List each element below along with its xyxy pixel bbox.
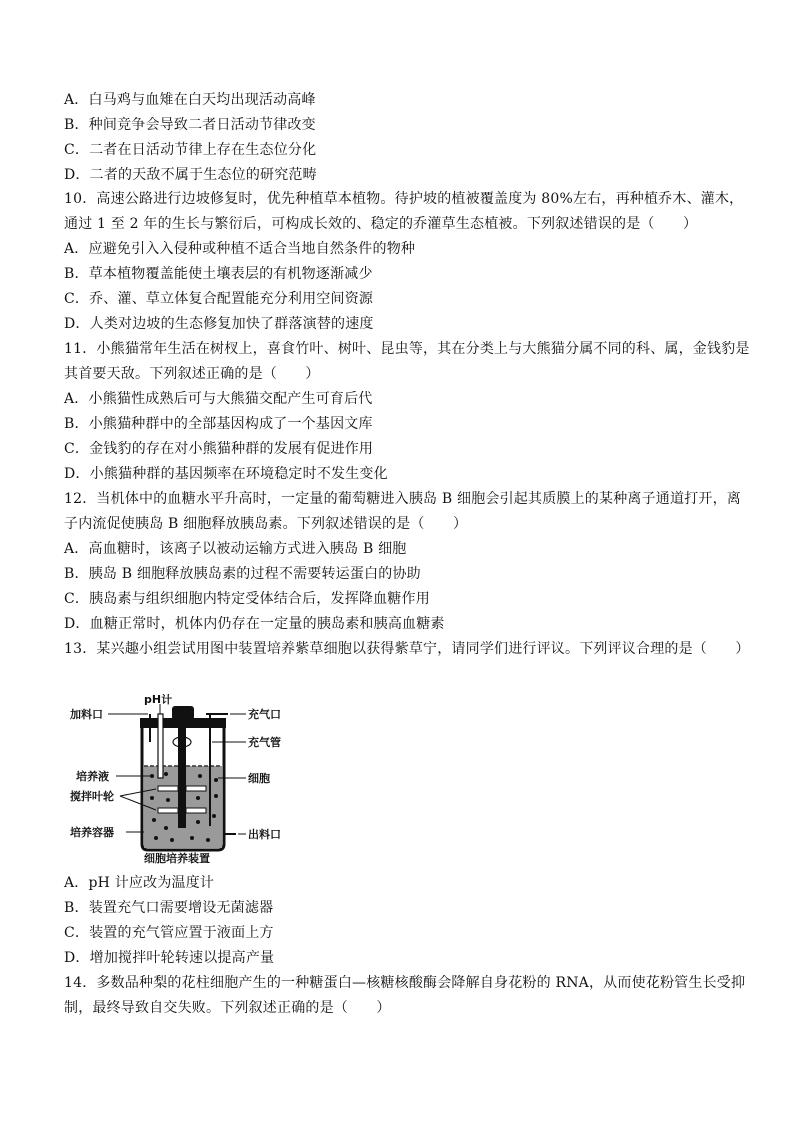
- q13-option-a: A．pH 计应改为温度计: [64, 875, 215, 891]
- q12-option-b: B．胰岛 B 细胞释放胰岛素的过程不需要转运蛋白的协助: [64, 566, 421, 582]
- q10-stem-line-1: 10．高速公路进行边坡修复时，优先种植草本植物。待护坡的植被覆盖度为 80%左右，再种植乔木、灌木，: [64, 191, 744, 207]
- q13-option-b: B．装置充气口需要增设无菌滤器: [64, 900, 274, 916]
- figure-caption: 细胞培养装置: [144, 852, 210, 864]
- q13-stem-line-1: 13．某兴趣小组尝试用图中装置培养紫草细胞以获得紫草宁，请同学们进行评议。下列评议合理的是（ ）: [64, 641, 750, 657]
- label-ph-meter: pH计: [144, 694, 173, 706]
- q10-option-a: A．应避免引入入侵种或种植不适合当地自然条件的物种: [64, 241, 416, 257]
- q12-stem-line-1: 12．当机体中的血糖水平升高时，一定量的葡萄糖进入胰岛 B 细胞会引起其质膜上的某种离子通道打开，离: [64, 491, 741, 507]
- q14-stem-line-1: 14．多数品种梨的花柱细胞产生的一种糖蛋白—核糖核酸酶会降解自身花粉的 RNA，从而使花粉管生长受抑: [64, 975, 746, 991]
- q12-option-d: D．血糖正常时，机体内仍存在一定量的胰岛素和胰高血糖素: [64, 616, 445, 632]
- stirrer-motor: [172, 706, 194, 720]
- q12-option-a: A．高血糖时，该离子以被动运输方式进入胰岛 B 细胞: [64, 541, 407, 557]
- q11-stem-line-1: 11．小熊猫常年生活在树杈上，喜食竹叶、树叶、昆虫等，其在分类上与大熊猫分属不同的科、属，金钱豹是: [64, 341, 750, 357]
- q11-option-c: C．金钱豹的存在对小熊猫种群的发展有促进作用: [64, 441, 374, 457]
- label-container: 培养容器: [70, 826, 114, 839]
- q11-option-a: A．小熊猫性成熟后可与大熊猫交配产生可育后代: [64, 391, 373, 407]
- ph-meter-probe: [158, 714, 163, 778]
- q14-stem-line-2: 制，最终导致自交失败。下列叙述正确的是（ ）: [64, 1000, 391, 1016]
- q11-option-b: B．小熊猫种群中的全部基因构成了一个基因文库: [64, 416, 373, 432]
- cell-culture-apparatus-figure: [68, 694, 298, 864]
- label-feed-port: 加料口: [70, 708, 103, 721]
- label-gas-inlet: 充气口: [248, 708, 281, 721]
- apparatus-diagram: [68, 694, 298, 864]
- q10-option-b: B．草本植物覆盖能使土壤表层的有机物逐渐减少: [64, 266, 373, 282]
- impeller-blade-left-1: [158, 786, 178, 791]
- q9-option-d: D．二者的天敌不属于生态位的研究范畴: [64, 167, 317, 183]
- impeller-blade-right-2: [186, 808, 206, 813]
- q10-option-c: C．乔、灌、草立体复合配置能充分利用空间资源: [64, 291, 374, 307]
- q10-option-d: D．人类对边坡的生态修复加快了群落演替的速度: [64, 316, 374, 332]
- label-impeller: 搅拌叶轮: [70, 790, 114, 803]
- q12-option-c: C．胰岛素与组织细胞内特定受体结合后，发挥降血糖作用: [64, 591, 430, 607]
- label-outlet: 出料口: [248, 828, 281, 841]
- q11-stem-line-2: 其首要天敌。下列叙述正确的是（ ）: [64, 366, 320, 382]
- label-cells: 细胞: [248, 772, 270, 785]
- q9-option-b: B．种间竞争会导致二者日活动节律改变: [64, 117, 316, 133]
- q13-option-d: D．增加搅拌叶轮转速以提高产量: [64, 950, 275, 966]
- q12-stem-line-2: 子内流促使胰岛 B 细胞释放胰岛素。下列叙述错误的是（ ）: [64, 516, 468, 532]
- label-gas-tube: 充气管: [248, 736, 281, 749]
- impeller-blade-right-1: [186, 786, 206, 791]
- stirring-shaft: [178, 728, 186, 828]
- q13-option-c: C．装置的充气管应置于液面上方: [64, 925, 274, 941]
- label-medium: 培养液: [76, 770, 109, 783]
- q9-option-a: A．白马鸡与血雉在白天均出现活动高峰: [64, 92, 316, 108]
- q10-stem-line-2: 通过 1 至 2 年的生长与繁衍后，可构成长效的、稳定的乔灌草生态植被。下列叙述错误的是（ ）: [64, 216, 698, 232]
- q11-option-d: D．小熊猫种群的基因频率在环境稳定时不发生变化: [64, 466, 388, 482]
- q9-option-c: C．二者在日活动节律上存在生态位分化: [64, 142, 317, 158]
- impeller-blade-left-2: [158, 808, 178, 813]
